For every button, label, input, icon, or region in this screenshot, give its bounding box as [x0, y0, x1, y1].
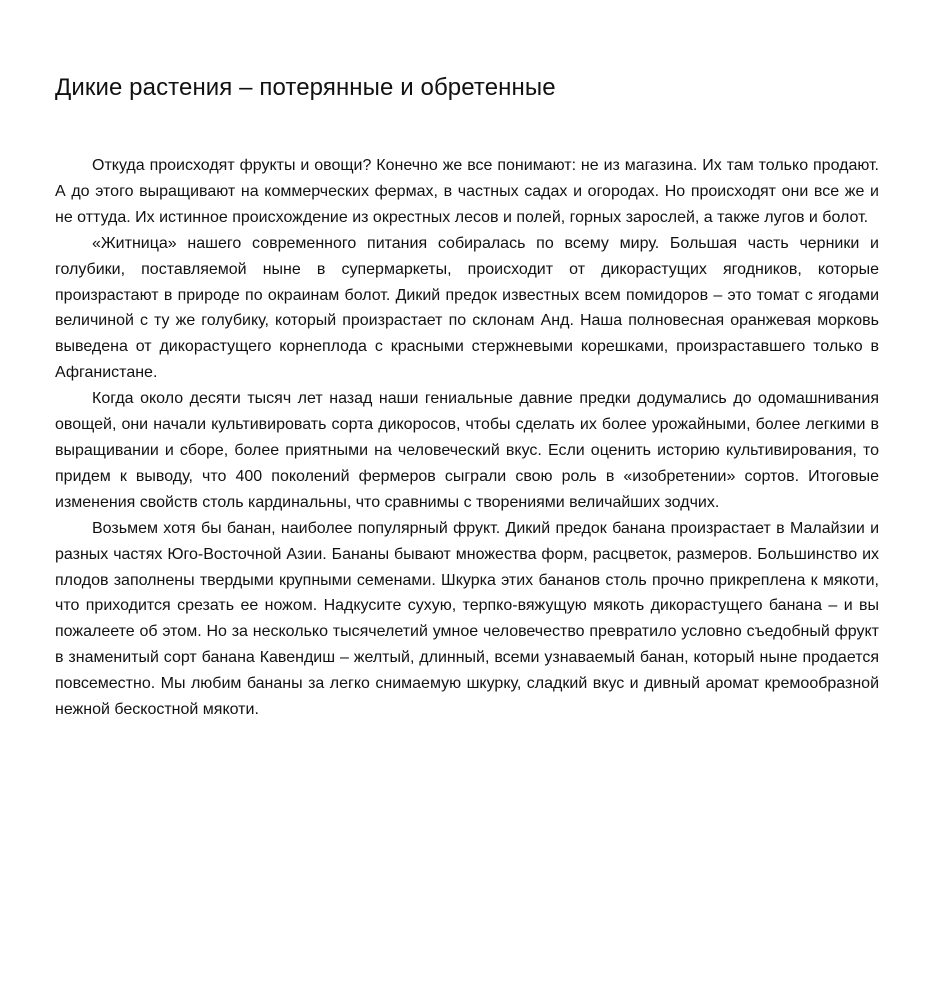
paragraph-granary: «Житница» нашего современного питания собиралась по всему миру. Большая часть черники и голубики, поставляемой ныне в супермаркеты, происходит от дикорастущих ягодников, которые произрастают в природе по окраинам болот. Дикий предок известных всем помидоров – это томат с ягодами величиной с ту же голубику, который произрастает по склонам Анд. Наша полновесная оранжевая морковь выведена от дикорастущего корнеплода с красными стержневыми корешками, произраставшего только в Афганистане.	[55, 234, 879, 382]
paragraph-origins: Откуда происходят фрукты и овощи? Конечно же все понимают: не из магазина. Их там только продают. А до этого выращивают на коммерческих фермах, в частных садах и огородах. Но происходят они все же и не оттуда. Их истинное происхождение из окрестных лесов и полей, горных зарослей, а также лугов и болот.	[55, 157, 879, 226]
document-title: Дикие растения – потерянные и обретенные	[55, 74, 556, 101]
paragraph-domestication: Когда около десяти тысяч лет назад наши гениальные давние предки додумались до одомашнивания овощей, они начали культивировать сорта дикоросов, чтобы сделать их более урожайными, более легкими в выращивании и сборе, более приятными на человеческий вкус. Если оценить историю культивирования, то придем к выводу, что 400 поколений фермеров сыграли свою роль в «изобретении» сортов. Итоговые изменения свойств столь кардинальны, что сравнимы с творениями величайших зодчих.	[55, 390, 879, 511]
document-body	[55, 153, 879, 723]
paragraph-banana: Возьмем хотя бы банан, наиболее популярный фрукт. Дикий предок банана произрастает в Малайзии и разных частях Юго-Восточной Азии. Бананы бывают множества форм, расцветок, размеров. Большинство их плодов заполнены твердыми крупными семенами. Шкурка этих бананов столь прочно прикреплена к мякоти, что приходится срезать ее ножом. Надкусите сухую, терпко-вяжущую мякоть дикорастущего банана – и вы пожалеете об этом. Но за несколько тысячелетий умное человечество превратило условно съедобный фрукт в знаменитый сорт банана Кавендиш – желтый, длинный, всеми узнаваемый банан, который ныне продается повсеместно. Мы любим бананы за легко снимаемую шкурку, сладкий вкус и дивный аромат кремообразной нежной бескостной мякоти.	[55, 519, 879, 719]
